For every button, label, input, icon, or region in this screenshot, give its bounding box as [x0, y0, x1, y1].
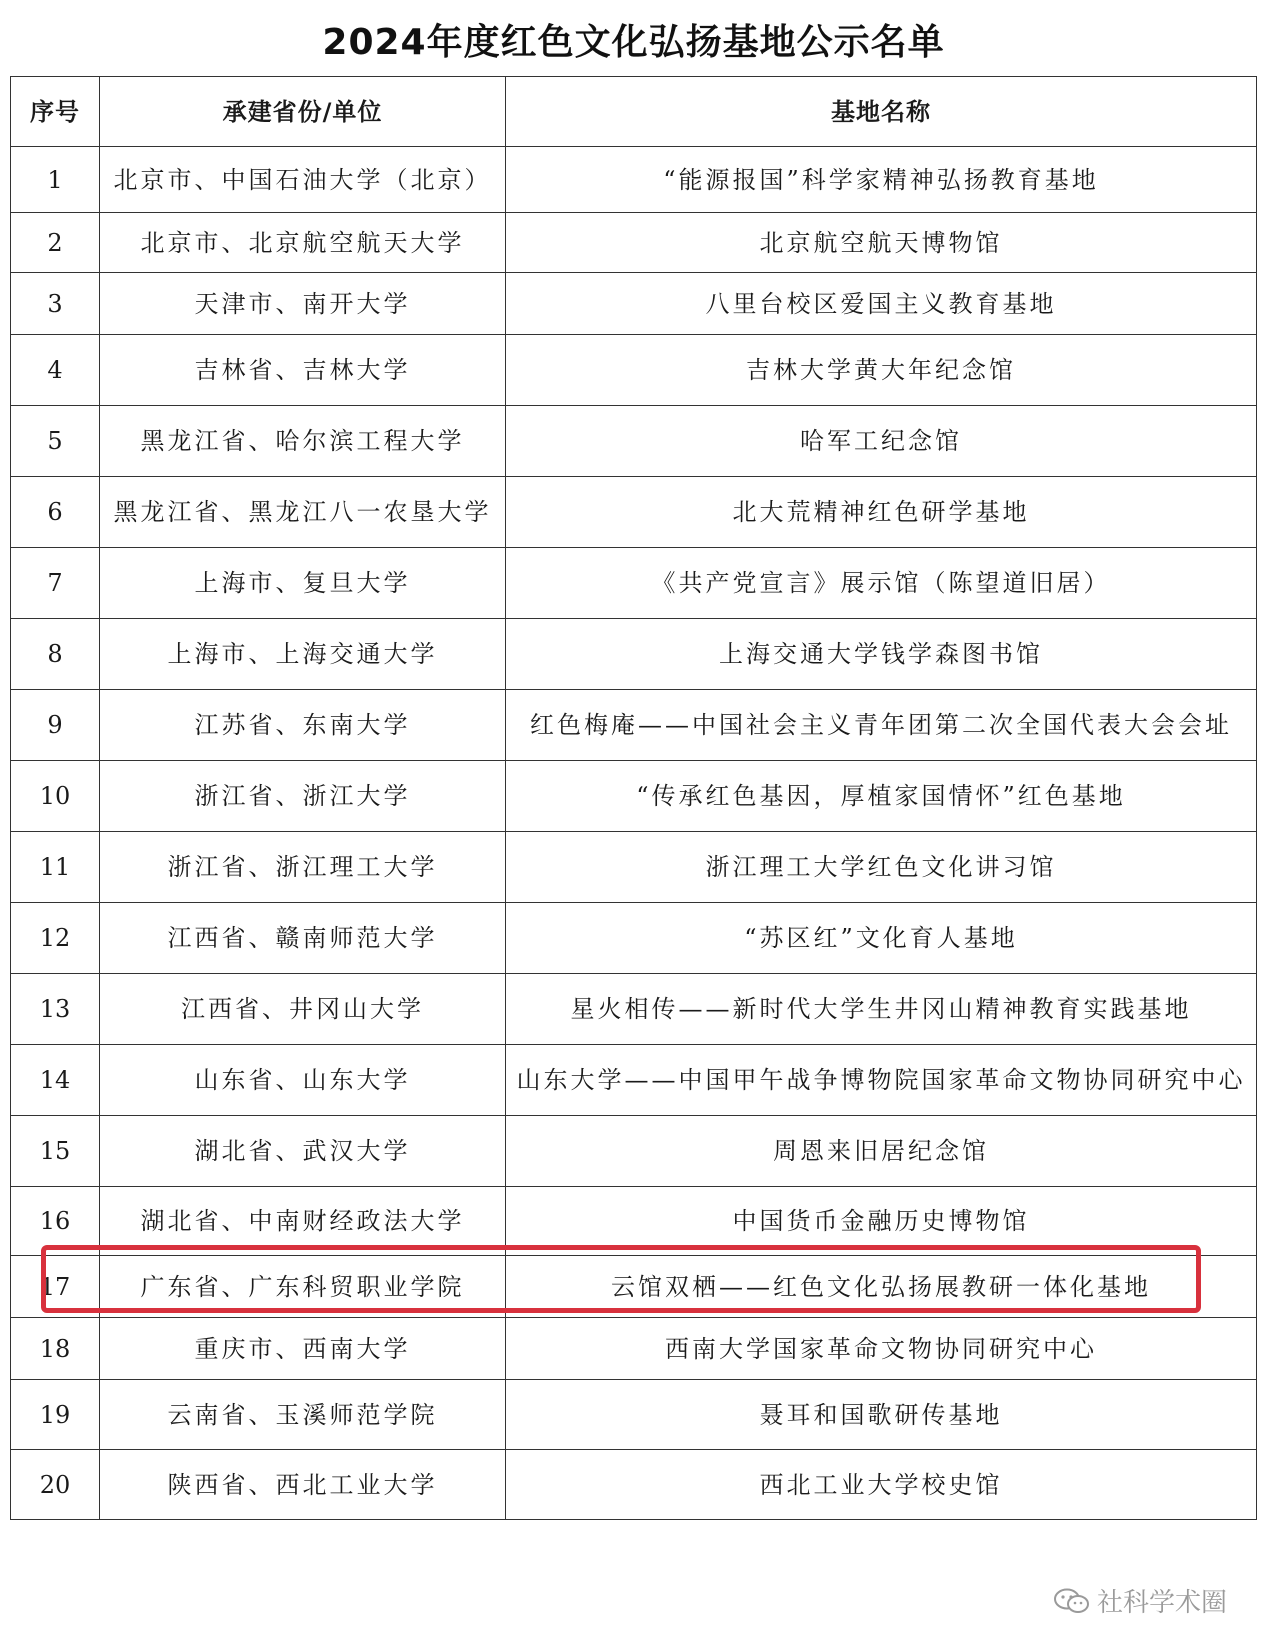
row-unit: 湖北省、武汉大学 [100, 1116, 506, 1187]
table-row [11, 1045, 1257, 1116]
row-index: 4 [11, 335, 100, 406]
table-row [11, 213, 1257, 273]
row-base-name: 西南大学国家革命文物协同研究中心 [506, 1318, 1257, 1380]
table-row [11, 832, 1257, 903]
row-index: 12 [11, 903, 100, 974]
row-base-name: 中国货币金融历史博物馆 [506, 1187, 1257, 1256]
row-index: 1 [11, 147, 100, 213]
table-row [11, 406, 1257, 477]
row-base-name: 云馆双栖——红色文化弘扬展教研一体化基地 [506, 1256, 1257, 1318]
row-index: 19 [11, 1380, 100, 1450]
row-unit: 吉林省、吉林大学 [100, 335, 506, 406]
row-unit: 云南省、玉溪师范学院 [100, 1380, 506, 1450]
row-base-name: 哈军工纪念馆 [506, 406, 1257, 477]
table-row [11, 1256, 1257, 1318]
table-row [11, 548, 1257, 619]
watermark-text: 社科学术圈 [1096, 1588, 1227, 1618]
row-unit: 江苏省、东南大学 [100, 690, 506, 761]
row-unit: 黑龙江省、黑龙江八一农垦大学 [100, 477, 506, 548]
row-unit: 上海市、复旦大学 [100, 548, 506, 619]
row-index: 13 [11, 974, 100, 1045]
row-base-name: 浙江理工大学红色文化讲习馆 [506, 832, 1257, 903]
row-base-name: 西北工业大学校史馆 [506, 1450, 1257, 1520]
row-unit: 江西省、赣南师范大学 [100, 903, 506, 974]
row-index: 7 [11, 548, 100, 619]
wechat-icon [1053, 1588, 1091, 1614]
row-base-name: “能源报国”科学家精神弘扬教育基地 [506, 147, 1257, 213]
row-base-name: 吉林大学黄大年纪念馆 [506, 335, 1257, 406]
row-index: 8 [11, 619, 100, 690]
row-unit: 北京市、中国石油大学（北京） [100, 147, 506, 213]
row-base-name: 周恩来旧居纪念馆 [506, 1116, 1257, 1187]
table-row [11, 273, 1257, 335]
table-row [11, 477, 1257, 548]
header-base-name: 基地名称 [506, 77, 1257, 147]
table-row [11, 1187, 1257, 1256]
row-index: 17 [11, 1256, 100, 1318]
row-index: 18 [11, 1318, 100, 1380]
table-header-row [11, 77, 1257, 147]
row-base-name: 山东大学——中国甲午战争博物院国家革命文物协同研究中心 [506, 1045, 1257, 1116]
row-base-name: 《共产党宣言》展示馆（陈望道旧居） [506, 548, 1257, 619]
row-base-name: “传承红色基因，厚植家国情怀”红色基地 [506, 761, 1257, 832]
table-row [11, 147, 1257, 213]
table-row [11, 1116, 1257, 1187]
row-unit: 上海市、上海交通大学 [100, 619, 506, 690]
row-unit: 重庆市、西南大学 [100, 1318, 506, 1380]
account-watermark [1053, 1582, 1227, 1619]
table-row [11, 1318, 1257, 1380]
table-row [11, 619, 1257, 690]
row-base-name: “苏区红”文化育人基地 [506, 903, 1257, 974]
row-unit: 浙江省、浙江大学 [100, 761, 506, 832]
row-unit: 陕西省、西北工业大学 [100, 1450, 506, 1520]
document-title: 2024年度红色文化弘扬基地公示名单 [322, 22, 945, 63]
header-index: 序号 [11, 77, 100, 147]
row-unit: 黑龙江省、哈尔滨工程大学 [100, 406, 506, 477]
table-row [11, 1450, 1257, 1520]
row-index: 10 [11, 761, 100, 832]
row-index: 6 [11, 477, 100, 548]
table-row [11, 335, 1257, 406]
row-base-name: 星火相传——新时代大学生井冈山精神教育实践基地 [506, 974, 1257, 1045]
row-base-name: 聂耳和国歌研传基地 [506, 1380, 1257, 1450]
row-unit: 山东省、山东大学 [100, 1045, 506, 1116]
row-index: 9 [11, 690, 100, 761]
row-unit: 天津市、南开大学 [100, 273, 506, 335]
row-index: 5 [11, 406, 100, 477]
table-row [11, 903, 1257, 974]
table-row [11, 1380, 1257, 1450]
row-unit: 江西省、井冈山大学 [100, 974, 506, 1045]
row-base-name: 上海交通大学钱学森图书馆 [506, 619, 1257, 690]
row-index: 2 [11, 213, 100, 273]
row-unit: 湖北省、中南财经政法大学 [100, 1187, 506, 1256]
row-index: 11 [11, 832, 100, 903]
row-index: 16 [11, 1187, 100, 1256]
row-index: 20 [11, 1450, 100, 1520]
base-list-table [10, 76, 1257, 1520]
table-row [11, 761, 1257, 832]
row-index: 3 [11, 273, 100, 335]
table-row [11, 974, 1257, 1045]
row-base-name: 北大荒精神红色研学基地 [506, 477, 1257, 548]
row-index: 14 [11, 1045, 100, 1116]
row-base-name: 八里台校区爱国主义教育基地 [506, 273, 1257, 335]
header-unit: 承建省份/单位 [100, 77, 506, 147]
row-unit: 广东省、广东科贸职业学院 [100, 1256, 506, 1318]
row-base-name: 红色梅庵——中国社会主义青年团第二次全国代表大会会址 [506, 690, 1257, 761]
table-row [11, 690, 1257, 761]
row-index: 15 [11, 1116, 100, 1187]
row-unit: 浙江省、浙江理工大学 [100, 832, 506, 903]
row-base-name: 北京航空航天博物馆 [506, 213, 1257, 273]
row-unit: 北京市、北京航空航天大学 [100, 213, 506, 273]
